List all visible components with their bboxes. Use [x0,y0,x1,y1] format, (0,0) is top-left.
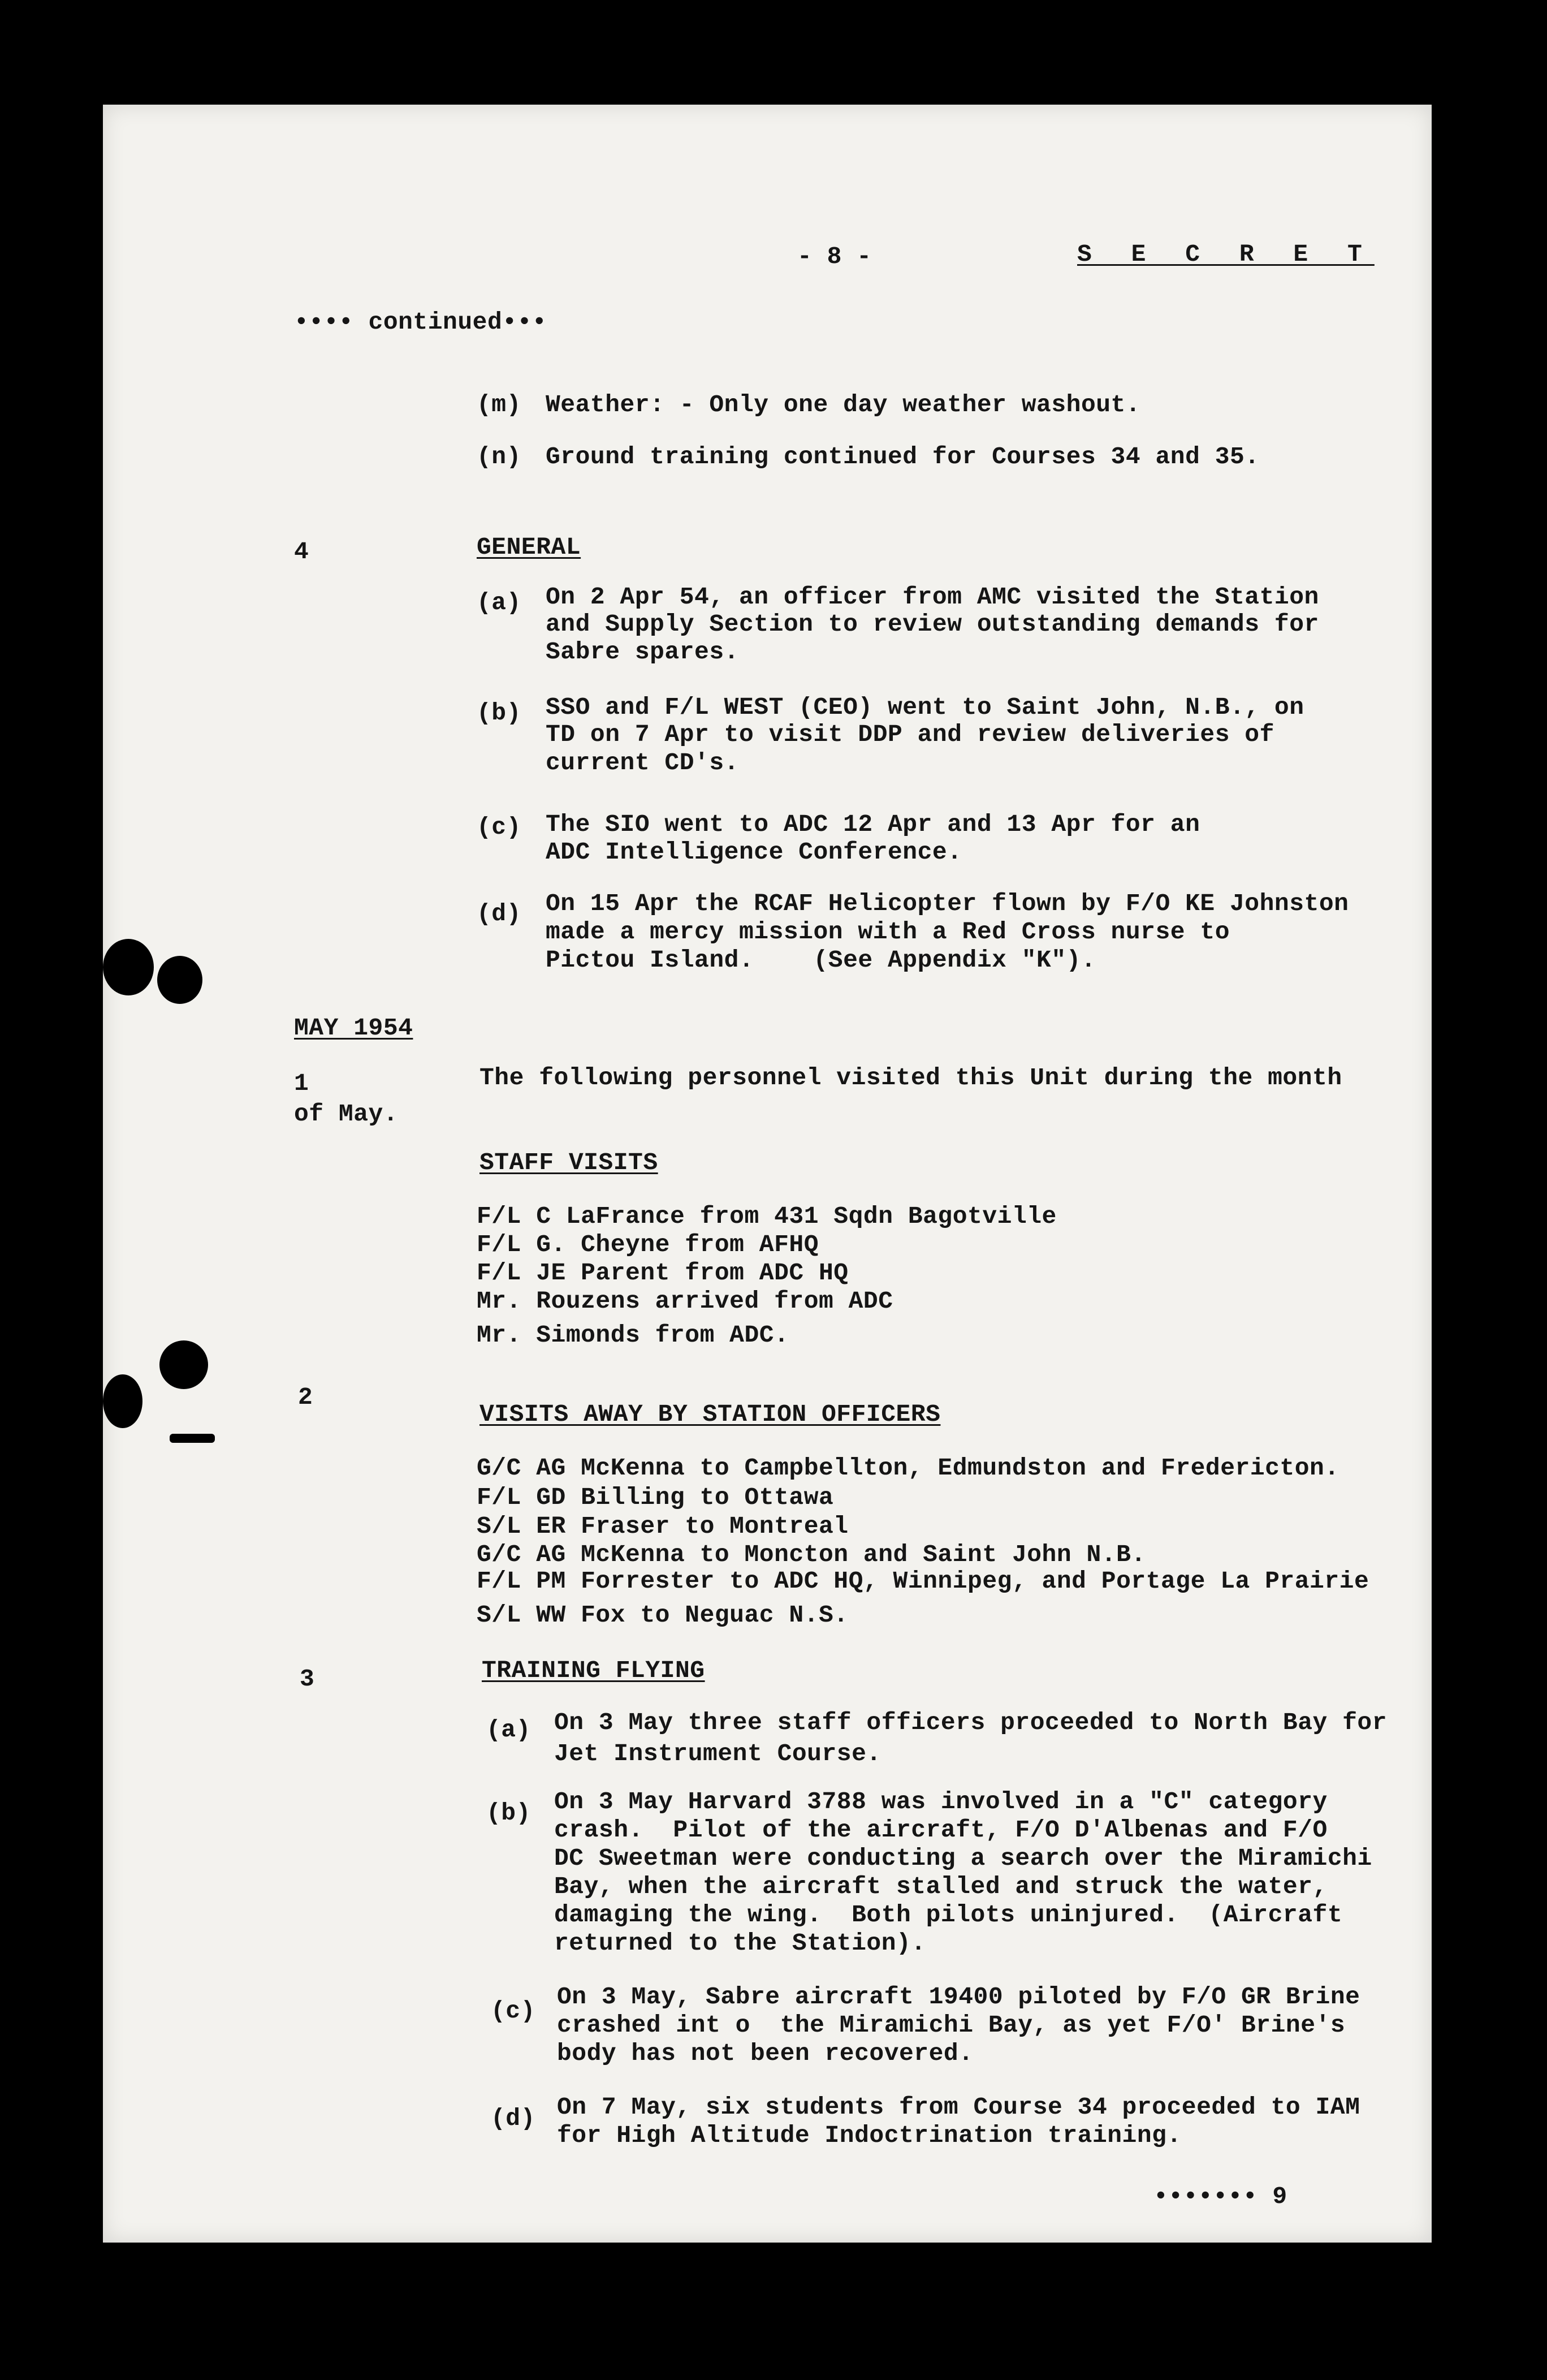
item-label: (d) [477,900,521,928]
page-number: - 8 - [797,243,872,270]
item-text-line: Ground training continued for Courses 34 and 35. [546,443,1260,471]
item-text-line: On 15 Apr the RCAF Helicopter flown by F/O KE Johnston [546,890,1349,917]
item-label: (c) [491,1997,535,2025]
item-text-line: body has not been recovered. [557,2040,974,2067]
paragraph-number: 4 [294,538,309,566]
item-text-line: TD on 7 Apr to visit DDP and review deliveries of [546,721,1274,748]
item-text-line: crash. Pilot of the aircraft, F/O D'Albenas and F/O [554,1816,1328,1844]
item-label: (a) [486,1716,531,1744]
item-text-line: made a mercy mission with a Red Cross nurse to [546,918,1230,946]
item-text-line: SSO and F/L WEST (CEO) went to Saint John, N.B., on [546,693,1304,721]
item-label: (a) [477,589,521,616]
staff-visit-line: F/L G. Cheyne from AFHQ [477,1231,819,1258]
item-text-line: crashed int o the Miramichi Bay, as yet F/O' Brine's [557,2011,1346,2039]
item-text-line: DC Sweetman were conducting a search over the Miramichi [554,1844,1372,1872]
punch-hole [103,939,154,995]
item-text-line: On 2 Apr 54, an officer from AMC visited the Station [546,583,1319,611]
visit-away-line: S/L WW Fox to Neguac N.S. [477,1601,849,1629]
continuation-marker: ••••••• 9 [1153,2183,1287,2210]
paragraph-number: 3 [300,1665,315,1693]
section-heading-training-flying: TRAINING FLYING [482,1657,705,1684]
item-text-line: On 7 May, six students from Course 34 proceeded to IAM [557,2093,1360,2121]
item-text-line: damaging the wing. Both pilots uninjured. (Aircraft [554,1901,1343,1929]
item-text-line: The SIO went to ADC 12 Apr and 13 Apr for an [546,810,1200,838]
section-heading-general: GENERAL [477,533,581,561]
staff-visit-line: F/L C LaFrance from 431 Sqdn Bagotville [477,1202,1057,1230]
section-heading-visits-away: VISITS AWAY BY STATION OFFICERS [479,1400,941,1428]
visit-away-line: G/C AG McKenna to Campbellton, Edmundston and Fredericton. [477,1454,1339,1482]
item-text-line: On 3 May three staff officers proceeded to North Bay for [554,1709,1388,1736]
item-text-line: On 3 May Harvard 3788 was involved in a "C" category [554,1788,1328,1816]
visit-away-line: F/L PM Forrester to ADC HQ, Winnipeg, and Portage La Prairie [477,1567,1369,1595]
item-text-line: for High Altitude Indoctrination training. [557,2122,1182,2149]
punch-hole [103,1374,142,1428]
item-text-line: ADC Intelligence Conference. [546,838,962,866]
item-text-line: and Supply Section to review outstanding demands for [546,610,1319,638]
item-text-line: On 3 May, Sabre aircraft 19400 piloted by F/O GR Brine [557,1983,1360,2011]
visit-away-line: G/C AG McKenna to Moncton and Saint John N.B. [477,1541,1146,1568]
paragraph-number: 1 [294,1070,309,1097]
item-text-line: Pictou Island. (See Appendix "K"). [546,946,1096,974]
item-text-line: Bay, when the aircraft stalled and struck the water, [554,1873,1328,1900]
paragraph-number: 2 [298,1383,313,1411]
section-heading-staff-visits: STAFF VISITS [479,1149,658,1176]
item-text-line: Weather: - Only one day weather washout. [546,391,1141,419]
staff-visit-line: Mr. Simonds from ADC. [477,1321,789,1349]
item-label: (n) [477,443,521,471]
item-text-line: Jet Instrument Course. [554,1740,881,1767]
paragraph-text-continuation: of May. [294,1100,399,1128]
punch-hole [159,1340,208,1389]
binding-mark [170,1434,215,1443]
month-heading: MAY 1954 [294,1014,413,1042]
classification-mark: S E C R E T [1077,240,1375,268]
item-label: (d) [491,2105,535,2132]
punch-hole [157,956,202,1004]
staff-visit-line: F/L JE Parent from ADC HQ [477,1259,849,1287]
staff-visit-line: Mr. Rouzens arrived from ADC [477,1287,893,1315]
item-text-line: Sabre spares. [546,638,739,666]
item-label: (c) [477,813,521,841]
item-label: (b) [477,699,521,727]
item-label: (b) [486,1799,531,1827]
item-text-line: current CD's. [546,749,739,777]
paragraph-text: The following personnel visited this Unit during the month [479,1064,1342,1092]
continued-label: •••• continued••• [294,308,547,336]
item-text-line: returned to the Station). [554,1929,926,1957]
visit-away-line: F/L GD Billing to Ottawa [477,1484,834,1511]
item-label: (m) [477,391,521,419]
visit-away-line: S/L ER Fraser to Montreal [477,1512,849,1540]
